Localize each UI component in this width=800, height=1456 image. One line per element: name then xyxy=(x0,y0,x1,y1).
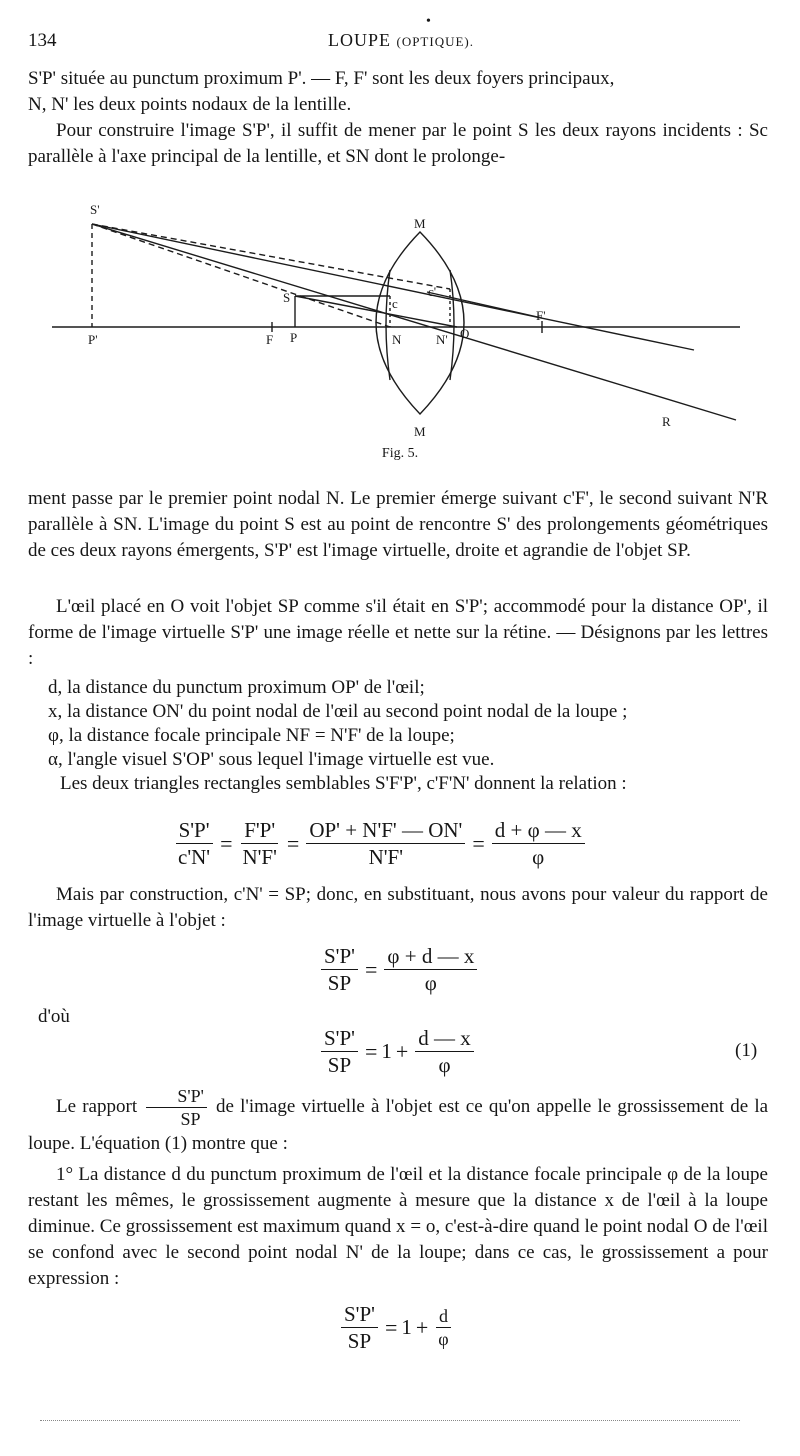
dash-1 xyxy=(92,224,450,289)
page-title xyxy=(28,30,774,51)
paragraph-rapport: Le rapport $\frac{S'P'}{SP}$ de l'image virtuelle à l'objet est ce qu'on appelle le grossissement de la loupe. L'équation (1) montre que : xyxy=(28,1086,769,1154)
definition-phi: φ, la distance focale principale NF = N'F' de la loupe; xyxy=(48,725,455,746)
label-S: S xyxy=(283,290,291,305)
definition-alpha: α, l'angle visuel S'OP' sous lequel l'image virtuelle est vue. xyxy=(48,749,495,770)
equation-number: (1) xyxy=(735,1040,758,1061)
equation-ratio: $\frac{S'P'}{SP}$ = $\frac{\varphi + d — x}{\varphi}$ xyxy=(318,944,480,995)
label-c: c xyxy=(392,296,398,311)
label-P-prime: P' xyxy=(88,332,98,347)
label-N-prime: N' xyxy=(436,332,448,347)
label-M-top: M xyxy=(414,216,426,231)
paragraph-rays: ment passe par le premier point nodal N. Le premier émerge suivant c'F', le second suivant N'R parallèle à SN. L'image du point S est au point de rencontre S' des prolongements géométriques de ces deux rayons émergents, S'P' est l'image virtuelle, droite et agrandie de l'objet SP. xyxy=(28,488,768,561)
bottom-rule xyxy=(40,1420,740,1421)
label-F: F xyxy=(266,332,274,347)
label-S-prime: S' xyxy=(90,202,100,217)
equation-relation: $\frac{S'P'}{c'N'}$ = $\frac{F'P'}{N'F'}$ = $\frac{OP' + N'F' — ON'}{N'F'}$ = $\frac{d + \varphi — x}{\varphi}$ xyxy=(172,818,588,869)
definition-d: d, la distance du punctum proximum OP' de l'œil; xyxy=(48,677,425,698)
paragraph-substitution: Mais par construction, c'N' = SP; donc, en substituant, nous avons pour valeur du rapport de l'image virtuelle à l'objet : xyxy=(28,884,768,931)
paragraph-construct: Pour construire l'image S'P', il suffit de mener par le point S les deux rayons incidents : Sc parallèle à l'axe principal de la lentille, et SN dont le prolonge- xyxy=(28,120,768,167)
stray-mark: • xyxy=(426,14,431,29)
equation-1: $\frac{S'P'}{SP}$ = 1 + $\frac{d — x}{\varphi}$ xyxy=(318,1026,477,1077)
intro-paragraph xyxy=(28,66,768,118)
intro-line-1: S'P' située au punctum proximum P'. — F, F' sont les deux foyers principaux, xyxy=(28,68,615,89)
label-P: P xyxy=(290,330,298,345)
definitions-list xyxy=(28,676,774,796)
label-N: N xyxy=(392,332,402,347)
label-c-prime: c' xyxy=(428,284,437,299)
label-M-bottom: M xyxy=(414,424,426,439)
text-dou: d'où xyxy=(38,1006,70,1027)
lens-diagram xyxy=(52,192,742,442)
title-main: LOUPE xyxy=(327,30,391,50)
running-head xyxy=(28,14,774,56)
label-R: R xyxy=(662,414,671,429)
intro-line-2: N, N' les deux points nodaux de la lentille. xyxy=(28,94,352,115)
page-number: 134 xyxy=(28,30,57,51)
triangles-sentence: Les deux triangles rectangles semblables S'F'P', c'F'N' donnent la relation : xyxy=(60,773,627,794)
label-F-prime: F' xyxy=(536,308,546,323)
paragraph-point-1: 1° La distance d du punctum proximum de l'œil et la distance focale principale φ de la loupe restant les mêmes, le grossissement augmente à mesure que la distance x de l'œil à la loupe diminue. Ce grossissement est maximum quand x = o, c'est-à-dire quand le point nodal O de l'œil se confond avec le second point nodal N' de la loupe; dans ce cas, le grossissement a pour expression : xyxy=(28,1164,768,1289)
title-sub: (OPTIQUE). xyxy=(396,34,474,49)
label-O: O xyxy=(460,326,470,341)
dash-2 xyxy=(92,224,390,327)
lens-outline xyxy=(376,232,464,414)
equation-maximum: $\frac{S'P'}{SP}$ = 1 + $\frac{d}{\varphi}$ xyxy=(338,1302,455,1353)
figure-caption: Fig. 5. xyxy=(381,446,419,461)
paragraph-eye: L'œil placé en O voit l'objet SP comme s'il était en S'P'; accommodé pour la distance OP', il forme de l'image virtuelle S'P' une image réelle et nette sur la rétine. — Désignons par les lettres : xyxy=(28,596,768,669)
ray-SR xyxy=(92,224,736,420)
definition-x: x, la distance ON' du point nodal de l'œil au second point nodal de la loupe ; xyxy=(48,701,628,722)
